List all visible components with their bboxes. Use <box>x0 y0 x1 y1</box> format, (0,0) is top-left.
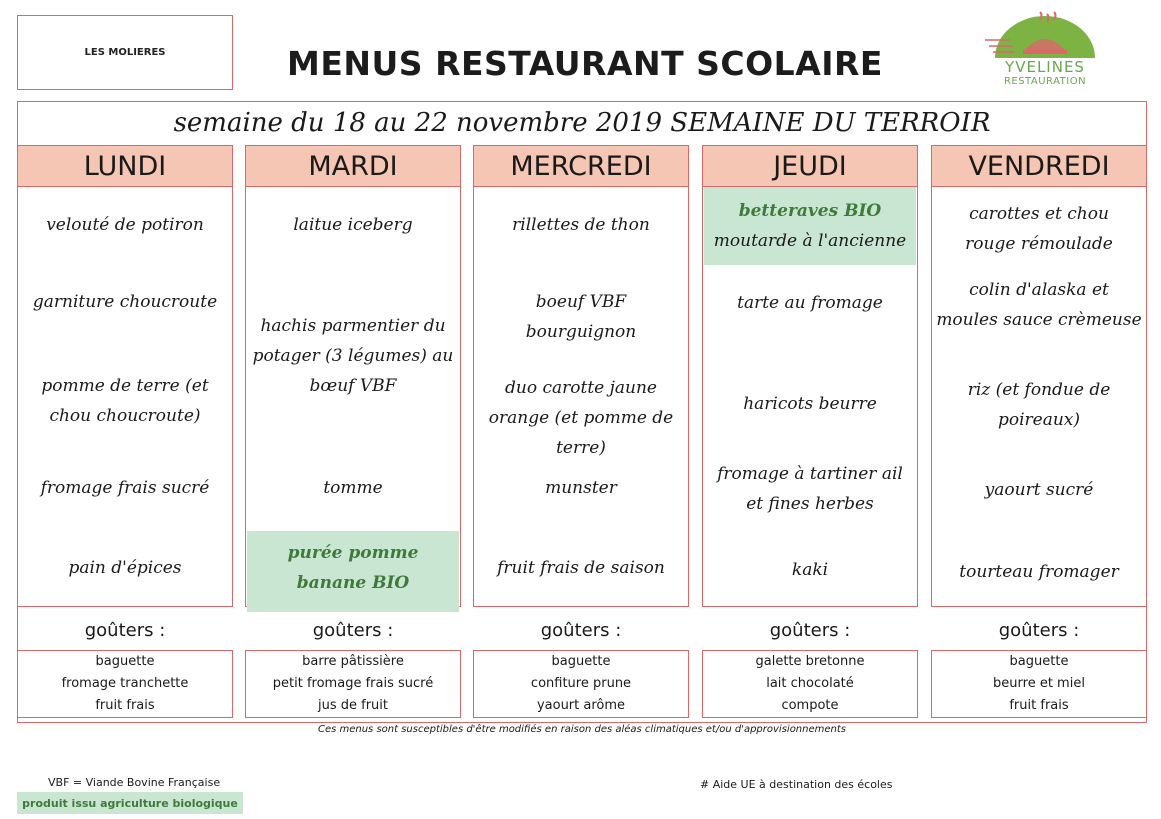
gouter-box <box>245 650 461 718</box>
menu-item: moutarde à l'ancienne <box>713 231 907 251</box>
menu-item: laitue iceberg <box>293 215 413 235</box>
gouter-item: fromage tranchette <box>61 676 189 691</box>
gouter-item: baguette <box>95 654 155 669</box>
day-column-vendredi <box>931 145 1147 607</box>
menu-item: tomme <box>323 478 383 498</box>
yvelines-restauration-logo <box>985 10 1105 95</box>
gouter-box <box>473 650 689 718</box>
menu-item: tarte au fromage <box>737 293 883 313</box>
gouter-item: barre pâtissière <box>302 654 404 669</box>
day-menu <box>931 187 1147 607</box>
menu-item: rillettes de thon <box>512 215 650 235</box>
menu-item: carottes et chou rouge rémoulade <box>965 204 1113 254</box>
menu-item: yaourt sucré <box>984 480 1094 500</box>
gouter-title: goûters : <box>769 620 851 641</box>
menu-item: boeuf VBF bourguignon <box>525 292 637 342</box>
gouter-item: galette bretonne <box>755 654 865 669</box>
menu-item: haricots beurre <box>743 394 877 414</box>
day-menu <box>245 187 461 607</box>
school-name: LES MOLIERES <box>84 47 166 58</box>
gouter-item: petit fromage frais sucré <box>272 676 434 691</box>
menu-item: kaki <box>791 560 829 580</box>
menu-item: colin d'alaska et moules sauce crèmeuse <box>936 280 1142 330</box>
gouter-title: goûters : <box>540 620 622 641</box>
gouter-item: jus de fruit <box>317 698 388 713</box>
bio-legend: produit issu agriculture biologique <box>17 792 243 814</box>
day-header: MARDI <box>245 145 461 187</box>
logo-line2: RESTAURATION <box>1003 76 1087 87</box>
menu-item: hachis parmentier du potager (3 légumes) au bœuf VBF <box>252 316 454 396</box>
school-name-box <box>17 15 233 90</box>
menu-item: garniture choucroute <box>32 292 218 312</box>
aide-ue-note: # Aide UE à destination des écoles <box>700 778 893 791</box>
day-header: VENDREDI <box>931 145 1147 187</box>
menu-item: fromage frais sucré <box>40 478 210 498</box>
vbf-legend: VBF = Viande Bovine Française <box>48 776 221 789</box>
gouter-item: fruit frais <box>1009 698 1069 713</box>
gouter-box <box>931 650 1147 718</box>
logo-line1: YVELINES <box>1005 58 1085 76</box>
bio-menu-item: betteraves BIO <box>738 201 882 221</box>
bio-menu-item: purée pomme banane BIO <box>247 531 459 612</box>
gouter-item: fruit frais <box>95 698 155 713</box>
day-column-jeudi <box>702 145 918 607</box>
gouter-title: goûters : <box>312 620 394 641</box>
day-header: JEUDI <box>702 145 918 187</box>
gouter-item: baguette <box>1009 654 1069 669</box>
menu-item: velouté de potiron <box>46 215 204 235</box>
day-menu <box>473 187 689 607</box>
menu-item: riz (et fondue de poireaux) <box>967 380 1111 430</box>
gouter-box <box>702 650 918 718</box>
day-column-mardi <box>245 145 461 607</box>
menu-item: fruit frais de saison <box>497 558 665 578</box>
gouter-box <box>17 650 233 718</box>
gouter-item: compote <box>781 698 839 713</box>
day-header: LUNDI <box>17 145 233 187</box>
gouter-title: goûters : <box>998 620 1080 641</box>
gouter-item: beurre et miel <box>993 676 1085 691</box>
menu-item: pomme de terre (et chou choucroute) <box>41 376 209 426</box>
menu-item: tourteau fromager <box>959 562 1119 582</box>
day-menu <box>702 187 918 607</box>
day-menu <box>17 187 233 607</box>
menu-item: munster <box>545 478 617 498</box>
gouter-item: lait chocolaté <box>766 676 854 691</box>
day-column-mercredi <box>473 145 689 607</box>
menu-item: fromage à tartiner ail et fines herbes <box>717 464 903 514</box>
day-header: MERCREDI <box>473 145 689 187</box>
page-title: MENUS RESTAURANT SCOLAIRE <box>287 44 883 83</box>
disclaimer-note: Ces menus sont susceptibles d'être modifiés en raison des aléas climatiques et/ou d'approvisionnements <box>317 724 847 735</box>
gouter-item: confiture prune <box>530 676 632 691</box>
day-column-lundi <box>17 145 233 607</box>
menu-item: duo carotte jaune orange (et pomme de terre) <box>488 378 674 458</box>
gouter-item: yaourt arôme <box>536 698 626 713</box>
gouter-title: goûters : <box>84 620 166 641</box>
week-title: semaine du 18 au 22 novembre 2019 SEMAINE DU TERROIR <box>173 108 991 138</box>
menu-item: pain d'épices <box>68 558 182 578</box>
gouter-item: baguette <box>551 654 611 669</box>
